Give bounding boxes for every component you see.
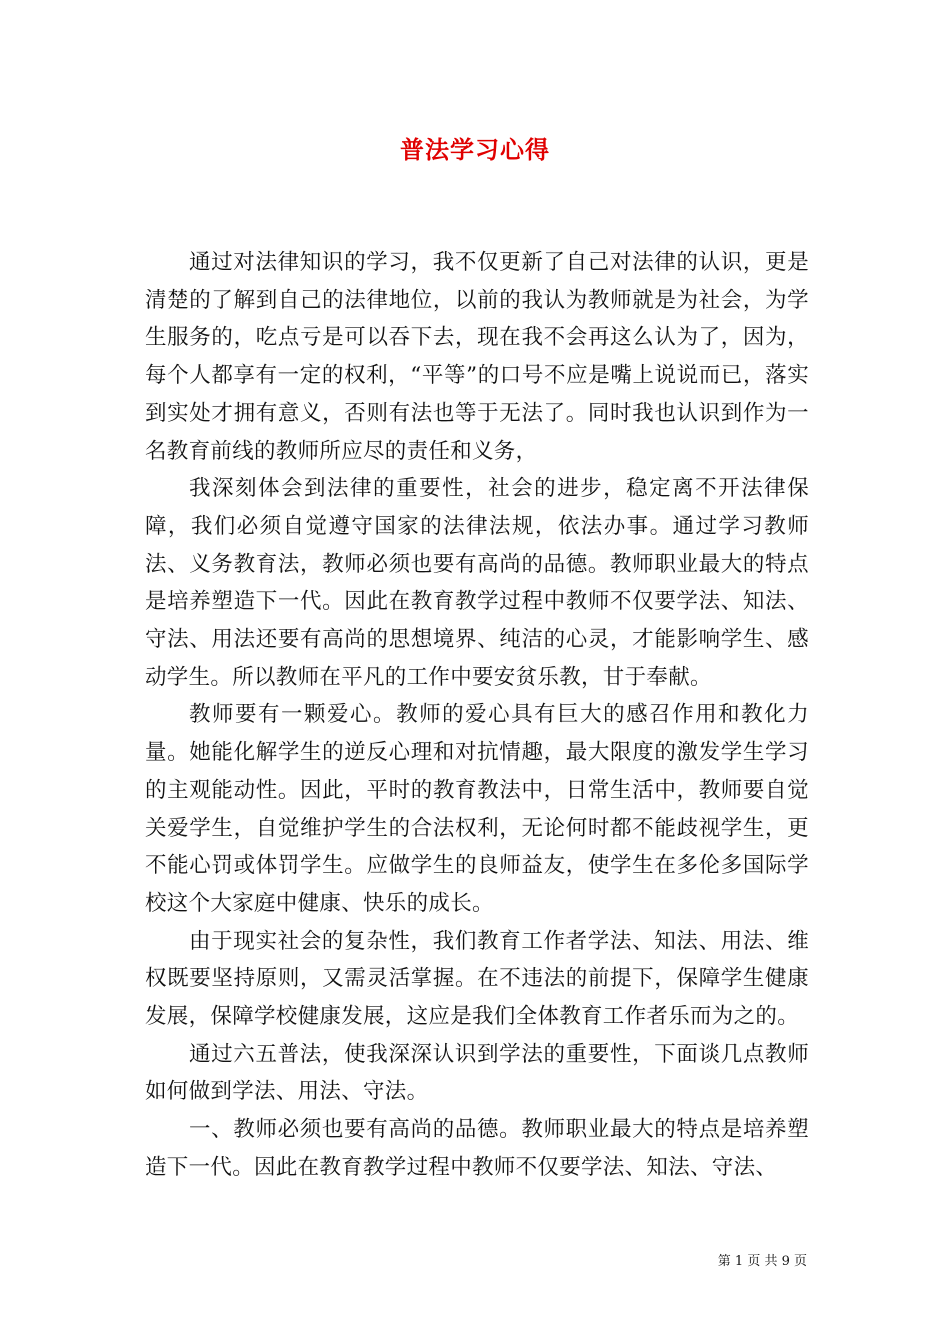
paragraph-4: 由于现实社会的复杂性，我们教育工作者学法、知法、用法、维权既要坚持原则，又需灵活掌握。在不违法的前提下，保障学生健康发展，保障学校健康发展，这应是我们全体教育工作者乐而为之的。 (145, 928, 809, 1030)
paragraph-5: 通过六五普法，使我深深认识到学法的重要性，下面谈几点教师如何做到学法、用法、守法。 (145, 1041, 809, 1105)
paragraph-3: 教师要有一颗爱心。教师的爱心具有巨大的感召作用和教化力量。她能化解学生的逆反心理和对抗情趣，最大限度的激发学生学习的主观能动性。因此，平时的教育教法中，日常生活中，教师要自觉关爱学生，自觉维护学生的合法权利，无论何时都不能歧视学生，更不能心罚或体罚学生。应做学生的良师益友，使学生在多伦多国际学校这个大家庭中健康、快乐的成长。 (145, 702, 809, 916)
paragraph-1: 通过对法律知识的学习，我不仅更新了自己对法律的认识，更是清楚的了解到自己的法律地位，以前的我认为教师就是为社会，为学生服务的，吃点亏是可以吞下去，现在我不会再这么认为了，因为，每个人都享有一定的权利，“平等”的口号不应是嘴上说说而已，落实到实处才拥有意义，否则有法也等于无法了。同时我也认识到作为一名教育前线的教师所应尽的责任和义务， (145, 250, 809, 464)
document-body (145, 244, 809, 1187)
paragraph-2: 我深刻体会到法律的重要性，社会的进步，稳定离不开法律保障，我们必须自觉遵守国家的法律法规，依法办事。通过学习教师法、义务教育法，教师必须也要有高尚的品德。教师职业最大的特点是培养塑造下一代。因此在教育教学过程中教师不仅要学法、知法、守法、用法还要有高尚的思想境界、纯洁的心灵，才能影响学生、感动学生。所以教师在平凡的工作中要安贫乐教，甘于奉献。 (145, 476, 809, 690)
page-number-footer: 第 1 页 共 9 页 (717, 1254, 807, 1269)
document-title: 普法学习心得 (400, 135, 550, 164)
paragraph-6: 一、教师必须也要有高尚的品德。教师职业最大的特点是培养塑造下一代。因此在教育教学过程中教师不仅要学法、知法、守法、 (145, 1117, 809, 1180)
